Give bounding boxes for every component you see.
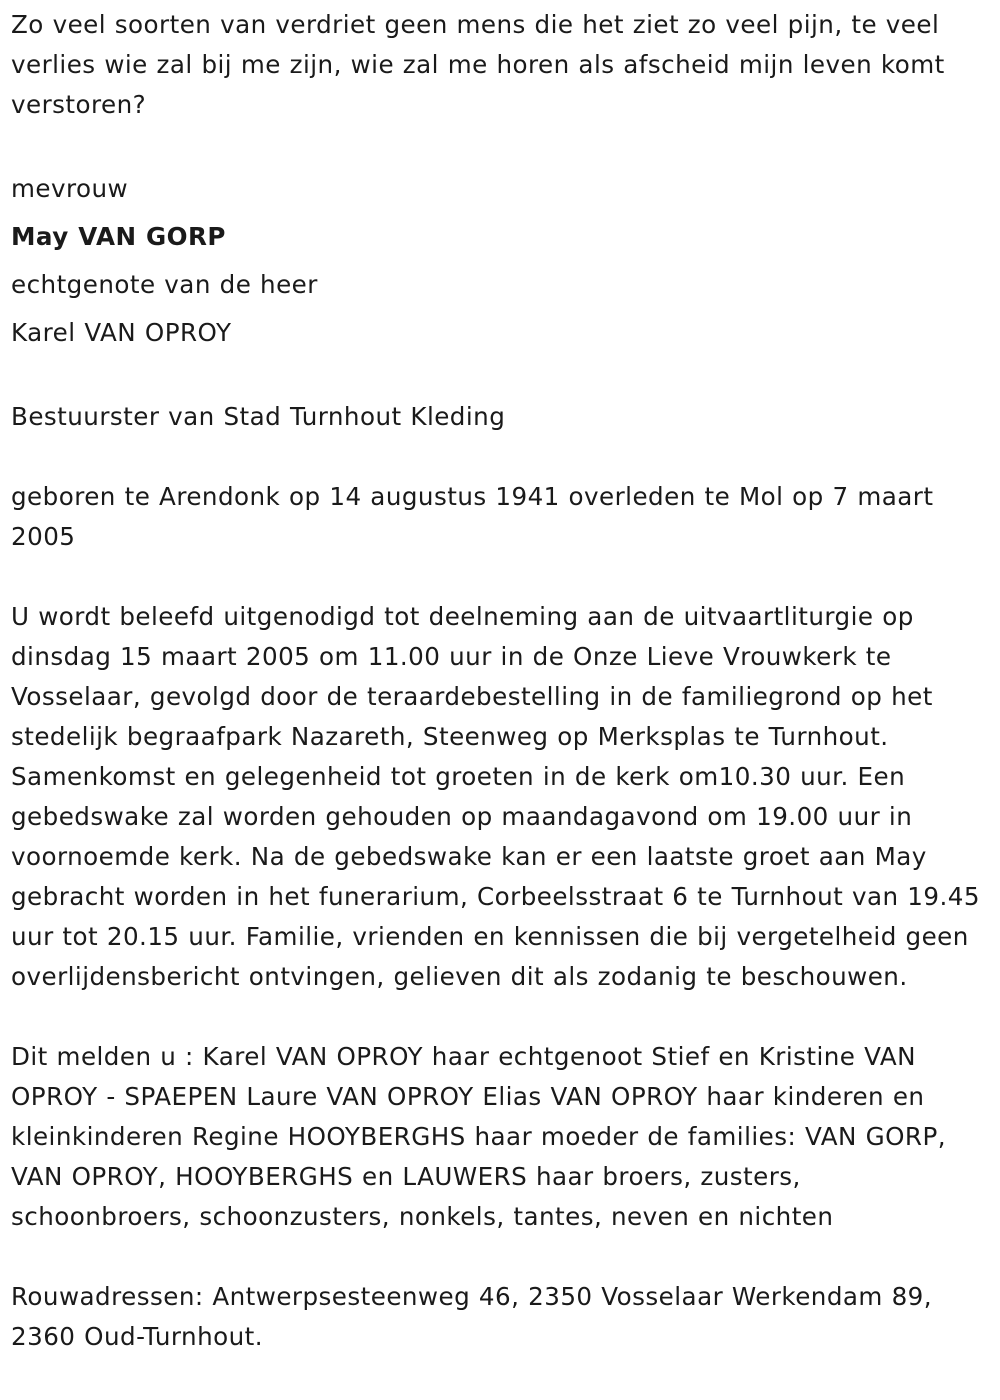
spacer — [11, 357, 986, 397]
obituary-document — [11, 5, 986, 1357]
spacer — [11, 437, 986, 477]
poem-text: Zo veel soorten van verdriet geen mens die het ziet zo veel pijn, te veel verlies wie zal bij me zijn, wie zal me horen als afscheid mijn leven komt verstoren? — [11, 10, 945, 119]
announcers-text: Dit melden u : Karel VAN OPROY haar echtgenoot Stief en Kristine VAN OPROY - SPAEPEN Laure VAN OPROY Elias VAN OPROY haar kinderen en kleinkinderen Regine HOOYBERGHS haar moeder de families: VAN GORP, VAN OPROY, HOOYBERGHS en LAUWERS haar broers, zusters, schoonbroers, schoonzusters, nonkels, tantes, neven en nichten — [11, 1042, 946, 1231]
title-prefix: mevrouw — [11, 174, 129, 203]
occupation-text: Bestuurster van Stad Turnhout Kleding — [11, 402, 506, 431]
spouse-name: Karel VAN OPROY — [11, 318, 232, 347]
spacer — [11, 557, 986, 597]
deceased-name: May VAN GORP — [11, 222, 226, 251]
life-dates-text: geboren te Arendonk op 14 augustus 1941 overleden te Mol op 7 maart 2005 — [11, 482, 934, 551]
spacer — [11, 125, 986, 165]
spacer — [11, 997, 986, 1037]
invitation-text: U wordt beleefd uitgenodigd tot deelneming aan de uitvaartliturgie op dinsdag 15 maart 2005 om 11.00 uur in de Onze Lieve Vrouwkerk te Vosselaar, gevolgd door de teraardebestelling in de familiegrond op het stedelijk begraafpark Nazareth, Steenweg op Merksplas te Turnhout. Samenkomst en gelegenheid tot groeten in de kerk om10.30 uur. Een gebedswake zal worden gehouden op maandagavond om 19.00 uur in voornoemde kerk. Na de gebedswake kan er een laatste groet aan May gebracht worden in het funerarium, Corbeelsstraat 6 te Turnhout van 19.45 uur tot 20.15 uur. Familie, vrienden en kennissen die bij vergetelheid geen overlijdensbericht ontvingen, gelieven dit als zodanig te beschouwen. — [11, 602, 980, 991]
spacer — [11, 1237, 986, 1277]
spouse-intro: echtgenote van de heer — [11, 270, 318, 299]
addresses-text: Rouwadressen: Antwerpsesteenweg 46, 2350 Vosselaar Werkendam 89, 2360 Oud-Turnhout. — [11, 1282, 933, 1351]
